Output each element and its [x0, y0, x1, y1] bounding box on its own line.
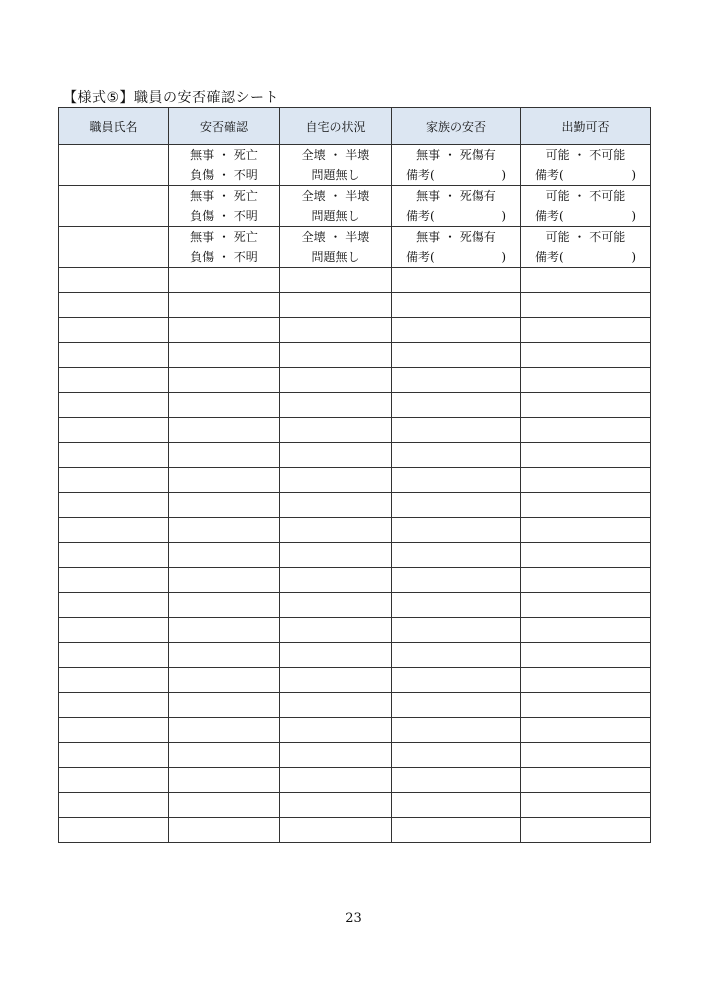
- home-options-line1: 全壊 ・ 半壊: [301, 148, 370, 162]
- employee-name-cell[interactable]: [59, 186, 169, 227]
- family-status-cell[interactable]: [392, 186, 521, 227]
- note-close-paren: ): [631, 250, 636, 264]
- safety-status-cell[interactable]: [169, 268, 280, 293]
- page-number: 23: [345, 911, 362, 926]
- home-status-cell[interactable]: [280, 443, 392, 468]
- family-status-cell[interactable]: [392, 718, 521, 743]
- home-options-line1: 全壊 ・ 半壊: [301, 189, 370, 203]
- home-status-cell[interactable]: [280, 493, 392, 518]
- safety-status-cell[interactable]: [169, 618, 280, 643]
- employee-name-cell[interactable]: [59, 268, 169, 293]
- table-row-empty: [59, 818, 651, 843]
- employee-name-cell[interactable]: [59, 668, 169, 693]
- safety-status-cell[interactable]: [169, 343, 280, 368]
- employee-name-cell[interactable]: [59, 568, 169, 593]
- family-status-cell[interactable]: [392, 643, 521, 668]
- attendance-cell[interactable]: [521, 318, 651, 343]
- table-row-empty: [59, 268, 651, 293]
- employee-name-cell[interactable]: [59, 643, 169, 668]
- table-row-empty: [59, 668, 651, 693]
- note-label: 備考(: [535, 250, 564, 264]
- safety-status-cell[interactable]: [169, 643, 280, 668]
- family-status-cell[interactable]: [392, 693, 521, 718]
- safety-status-cell[interactable]: [169, 818, 280, 843]
- table-row-empty: [59, 318, 651, 343]
- attend-note-line[interactable]: [521, 165, 650, 185]
- home-status-cell[interactable]: [280, 618, 392, 643]
- attendance-cell[interactable]: [521, 543, 651, 568]
- family-note-line[interactable]: [392, 165, 520, 185]
- safety-status-cell[interactable]: [169, 227, 280, 268]
- safety-options-line2: 負傷 ・ 不明: [190, 168, 258, 182]
- safety-status-cell[interactable]: [169, 318, 280, 343]
- home-status-cell[interactable]: [280, 693, 392, 718]
- home-status-cell[interactable]: [280, 543, 392, 568]
- safety-status-cell[interactable]: [169, 418, 280, 443]
- home-status-cell[interactable]: [280, 718, 392, 743]
- employee-name-cell[interactable]: [59, 743, 169, 768]
- home-status-cell[interactable]: [280, 668, 392, 693]
- home-status-cell[interactable]: [280, 468, 392, 493]
- family-status-cell[interactable]: [392, 293, 521, 318]
- home-status-cell[interactable]: [280, 227, 392, 268]
- note-label: 備考(: [535, 168, 564, 182]
- safety-status-cell[interactable]: [169, 493, 280, 518]
- safety-status-cell[interactable]: [169, 718, 280, 743]
- table-row-empty: [59, 343, 651, 368]
- family-status-cell[interactable]: [392, 493, 521, 518]
- attendance-cell[interactable]: [521, 518, 651, 543]
- safety-status-cell[interactable]: [169, 145, 280, 186]
- attendance-cell[interactable]: [521, 768, 651, 793]
- family-status-cell[interactable]: [392, 793, 521, 818]
- safety-status-cell[interactable]: [169, 368, 280, 393]
- home-options-line1: 全壊 ・ 半壊: [301, 230, 370, 244]
- home-status-cell[interactable]: [280, 368, 392, 393]
- table-row-empty: [59, 593, 651, 618]
- note-label: 備考(: [406, 168, 435, 182]
- safety-status-cell[interactable]: [169, 293, 280, 318]
- table-row-empty: [59, 493, 651, 518]
- family-status-cell[interactable]: [392, 318, 521, 343]
- safety-options-line1: 無事 ・ 死亡: [190, 230, 258, 244]
- safety-status-cell[interactable]: [169, 468, 280, 493]
- safety-status-cell[interactable]: [169, 393, 280, 418]
- home-options-line2: 問題無し: [311, 168, 360, 182]
- employee-name-cell[interactable]: [59, 818, 169, 843]
- employee-name-cell[interactable]: [59, 393, 169, 418]
- employee-name-cell[interactable]: [59, 418, 169, 443]
- family-note-line[interactable]: [392, 247, 520, 267]
- home-status-cell[interactable]: [280, 186, 392, 227]
- safety-status-cell[interactable]: [169, 668, 280, 693]
- safety-status-cell[interactable]: [169, 518, 280, 543]
- table-header-row: [59, 108, 651, 145]
- attendance-cell[interactable]: [521, 268, 651, 293]
- family-status-cell[interactable]: [392, 418, 521, 443]
- family-status-cell[interactable]: [392, 668, 521, 693]
- safety-options-line2: 負傷 ・ 不明: [190, 250, 258, 264]
- family-status-cell[interactable]: [392, 743, 521, 768]
- home-status-cell[interactable]: [280, 318, 392, 343]
- table-row-empty: [59, 293, 651, 318]
- family-status-cell[interactable]: [392, 145, 521, 186]
- table-row-empty: [59, 793, 651, 818]
- home-status-cell[interactable]: [280, 643, 392, 668]
- family-status-cell[interactable]: [392, 468, 521, 493]
- note-close-paren: ): [631, 209, 636, 223]
- table-row: [59, 227, 651, 268]
- table-row-empty: [59, 418, 651, 443]
- note-close-paren: ): [501, 168, 506, 182]
- employee-name-cell[interactable]: [59, 693, 169, 718]
- attend-options-line: 可能 ・ 不可能: [545, 189, 626, 203]
- home-status-cell[interactable]: [280, 293, 392, 318]
- attendance-cell[interactable]: [521, 618, 651, 643]
- family-status-cell[interactable]: [392, 768, 521, 793]
- family-status-cell[interactable]: [392, 543, 521, 568]
- employee-name-cell[interactable]: [59, 468, 169, 493]
- employee-name-cell[interactable]: [59, 543, 169, 568]
- note-label: 備考(: [406, 209, 435, 223]
- attendance-cell[interactable]: [521, 443, 651, 468]
- home-options-line2: 問題無し: [311, 250, 360, 264]
- attendance-cell[interactable]: [521, 593, 651, 618]
- attendance-cell[interactable]: [521, 227, 651, 268]
- home-status-cell[interactable]: [280, 593, 392, 618]
- employee-name-cell[interactable]: [59, 618, 169, 643]
- table-row-empty: [59, 468, 651, 493]
- attendance-cell[interactable]: [521, 568, 651, 593]
- family-status-cell[interactable]: [392, 343, 521, 368]
- family-status-cell[interactable]: [392, 227, 521, 268]
- safety-status-cell[interactable]: [169, 543, 280, 568]
- table-row-empty: [59, 718, 651, 743]
- safety-status-cell[interactable]: [169, 593, 280, 618]
- safety-status-cell[interactable]: [169, 743, 280, 768]
- attendance-cell[interactable]: [521, 718, 651, 743]
- header-attendance: 出勤可否: [521, 108, 651, 145]
- safety-options-line1: 無事 ・ 死亡: [190, 148, 258, 162]
- note-close-paren: ): [501, 209, 506, 223]
- employee-name-cell[interactable]: [59, 227, 169, 268]
- table-row-empty: [59, 443, 651, 468]
- attendance-cell[interactable]: [521, 145, 651, 186]
- employee-name-cell[interactable]: [59, 145, 169, 186]
- employee-name-cell[interactable]: [59, 293, 169, 318]
- family-options-line: 無事 ・ 死傷有: [416, 189, 496, 203]
- table-row-empty: [59, 393, 651, 418]
- header-family-status: 家族の安否: [392, 108, 521, 145]
- document-title: 【様式⑤】職員の安否確認シート: [63, 90, 280, 106]
- attendance-cell[interactable]: [521, 186, 651, 227]
- attendance-cell[interactable]: [521, 418, 651, 443]
- attendance-cell[interactable]: [521, 743, 651, 768]
- attendance-cell[interactable]: [521, 643, 651, 668]
- note-close-paren: ): [501, 250, 506, 264]
- home-status-cell[interactable]: [280, 568, 392, 593]
- employee-name-cell[interactable]: [59, 493, 169, 518]
- employee-name-cell[interactable]: [59, 518, 169, 543]
- safety-status-cell[interactable]: [169, 443, 280, 468]
- table-row-empty: [59, 568, 651, 593]
- family-options-line: 無事 ・ 死傷有: [416, 230, 496, 244]
- table-row-empty: [59, 693, 651, 718]
- home-status-cell[interactable]: [280, 743, 392, 768]
- attendance-cell[interactable]: [521, 493, 651, 518]
- family-status-cell[interactable]: [392, 818, 521, 843]
- attendance-cell[interactable]: [521, 818, 651, 843]
- home-status-cell[interactable]: [280, 418, 392, 443]
- table-row-empty: [59, 368, 651, 393]
- attendance-cell[interactable]: [521, 393, 651, 418]
- header-safety-status: 安否確認: [169, 108, 280, 145]
- family-options-line: 無事 ・ 死傷有: [416, 148, 496, 162]
- table-row-empty: [59, 643, 651, 668]
- header-home-status: 自宅の状況: [280, 108, 392, 145]
- attendance-cell[interactable]: [521, 368, 651, 393]
- safety-options-line1: 無事 ・ 死亡: [190, 189, 258, 203]
- employee-name-cell[interactable]: [59, 593, 169, 618]
- table-row-empty: [59, 743, 651, 768]
- safety-status-cell[interactable]: [169, 693, 280, 718]
- attendance-cell[interactable]: [521, 293, 651, 318]
- employee-name-cell[interactable]: [59, 343, 169, 368]
- safety-status-cell[interactable]: [169, 768, 280, 793]
- safety-status-cell[interactable]: [169, 793, 280, 818]
- header-employee-name: 職員氏名: [59, 108, 169, 145]
- family-status-cell[interactable]: [392, 443, 521, 468]
- home-status-cell[interactable]: [280, 393, 392, 418]
- note-close-paren: ): [631, 168, 636, 182]
- table-row-empty: [59, 768, 651, 793]
- attendance-cell[interactable]: [521, 793, 651, 818]
- note-label: 備考(: [535, 209, 564, 223]
- family-status-cell[interactable]: [392, 268, 521, 293]
- attend-options-line: 可能 ・ 不可能: [545, 230, 626, 244]
- safety-status-cell[interactable]: [169, 186, 280, 227]
- note-label: 備考(: [406, 250, 435, 264]
- home-status-cell[interactable]: [280, 343, 392, 368]
- family-status-cell[interactable]: [392, 518, 521, 543]
- attend-options-line: 可能 ・ 不可能: [545, 148, 626, 162]
- safety-status-cell[interactable]: [169, 568, 280, 593]
- safety-options-line2: 負傷 ・ 不明: [190, 209, 258, 223]
- home-status-cell[interactable]: [280, 268, 392, 293]
- home-options-line2: 問題無し: [311, 209, 360, 223]
- home-status-cell[interactable]: [280, 768, 392, 793]
- family-status-cell[interactable]: [392, 568, 521, 593]
- attendance-cell[interactable]: [521, 668, 651, 693]
- family-status-cell[interactable]: [392, 593, 521, 618]
- family-status-cell[interactable]: [392, 393, 521, 418]
- family-status-cell[interactable]: [392, 618, 521, 643]
- employee-name-cell[interactable]: [59, 368, 169, 393]
- table-row-empty: [59, 518, 651, 543]
- table-row: [59, 186, 651, 227]
- attendance-cell[interactable]: [521, 343, 651, 368]
- employee-name-cell[interactable]: [59, 793, 169, 818]
- family-status-cell[interactable]: [392, 368, 521, 393]
- table-row-empty: [59, 618, 651, 643]
- table-row: [59, 145, 651, 186]
- family-note-line[interactable]: [392, 206, 520, 226]
- table-row-empty: [59, 543, 651, 568]
- attend-note-line[interactable]: [521, 206, 650, 226]
- safety-check-table: [58, 107, 651, 843]
- employee-name-cell[interactable]: [59, 443, 169, 468]
- attendance-cell[interactable]: [521, 693, 651, 718]
- home-status-cell[interactable]: [280, 793, 392, 818]
- attend-note-line[interactable]: [521, 247, 650, 267]
- employee-name-cell[interactable]: [59, 318, 169, 343]
- home-status-cell[interactable]: [280, 518, 392, 543]
- attendance-cell[interactable]: [521, 468, 651, 493]
- home-status-cell[interactable]: [280, 145, 392, 186]
- employee-name-cell[interactable]: [59, 768, 169, 793]
- employee-name-cell[interactable]: [59, 718, 169, 743]
- home-status-cell[interactable]: [280, 818, 392, 843]
